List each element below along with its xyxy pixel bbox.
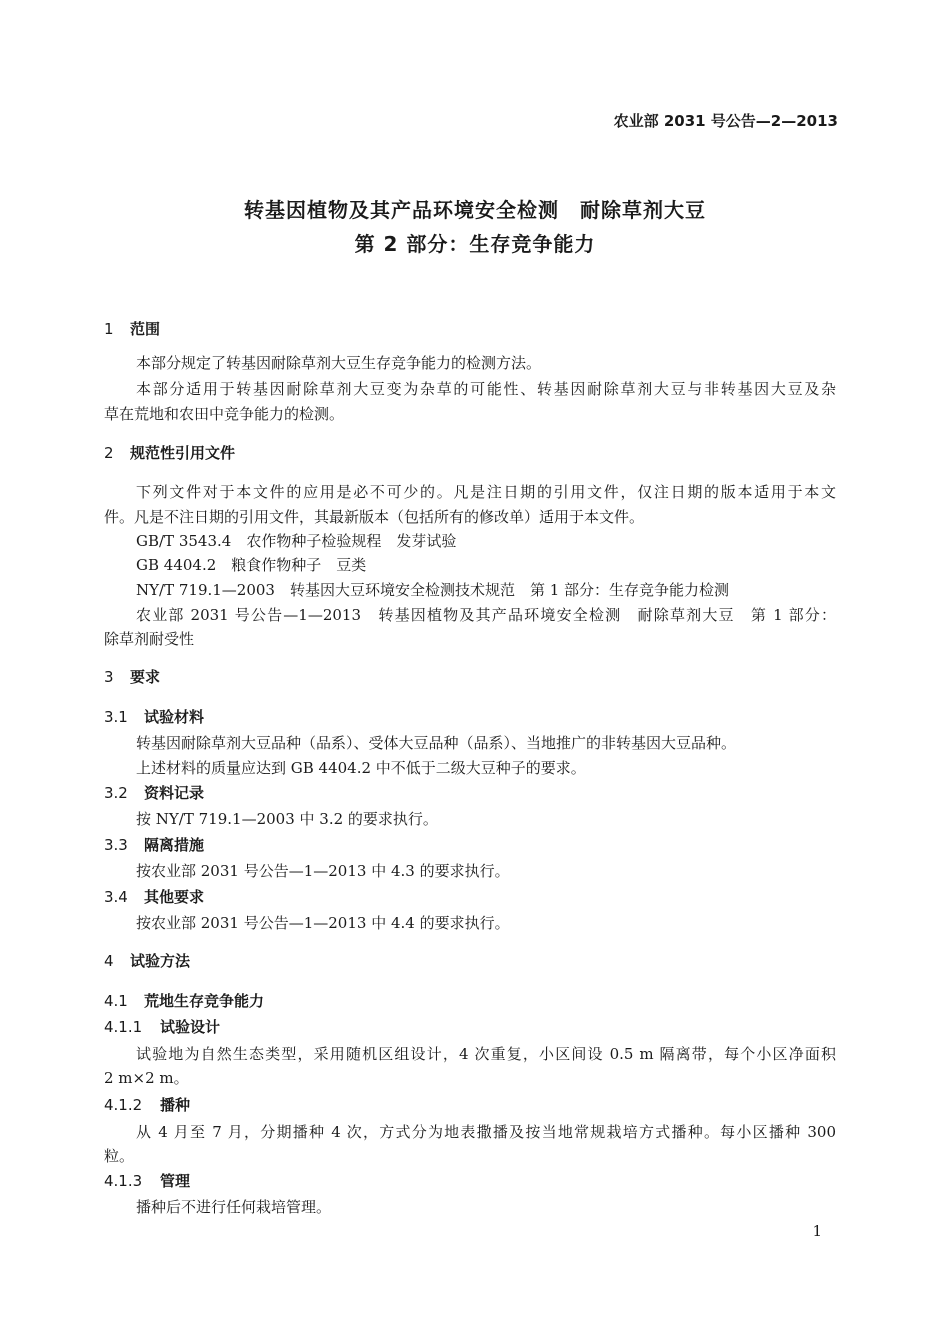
section-number: 4 — [104, 952, 114, 970]
paragraph-line: 本部分适用于转基因耐除草剂大豆变为杂草的可能性、转基因耐除草剂大豆与非转基因大豆及杂 — [136, 380, 836, 398]
paragraph-line: 件。凡是不注日期的引用文件，其最新版本（包括所有的修改单）适用于本文件。 — [104, 508, 645, 526]
paragraph: 按 NY/T 719.1—2003 中 3.2 的要求执行。 — [136, 810, 438, 828]
section-number: 3 — [104, 668, 114, 686]
subsection-3-2-heading — [104, 782, 204, 803]
paragraph: 按农业部 2031 号公告—1—2013 中 4.4 的要求执行。 — [136, 914, 510, 932]
subsection-number: 3.4 — [104, 888, 128, 906]
page-number: 1 — [812, 1222, 822, 1240]
section-title: 试验方法 — [130, 952, 191, 970]
subsection-title: 隔离措施 — [144, 836, 205, 854]
subsection-title: 管理 — [160, 1172, 191, 1190]
subsection-title: 荒地生存竞争能力 — [144, 992, 265, 1010]
document-code-header: 农业部 2031 号公告—2—2013 — [613, 112, 838, 130]
subsection-number: 3.3 — [104, 836, 128, 854]
paragraph: 播种后不进行任何栽培管理。 — [136, 1198, 332, 1216]
document-title-line-1: 转基因植物及其产品环境安全检测 耐除草剂大豆 — [244, 198, 706, 222]
subsection-number: 4.1 — [104, 992, 128, 1010]
subsection-number: 4.1.1 — [104, 1018, 143, 1036]
section-title: 规范性引用文件 — [130, 444, 236, 462]
subsection-4-1-3-heading — [104, 1170, 190, 1191]
subsection-number: 3.1 — [104, 708, 128, 726]
subsection-3-1-heading — [104, 706, 204, 727]
subsection-title: 试验设计 — [160, 1018, 221, 1036]
paragraph: 本部分规定了转基因耐除草剂大豆生存竞争能力的检测方法。 — [136, 354, 542, 372]
subsection-title: 资料记录 — [144, 784, 205, 802]
subsection-title: 其他要求 — [144, 888, 205, 906]
subsection-3-4-heading — [104, 886, 204, 907]
reference-item: 农业部 2031 号公告—1—2013 转基因植物及其产品环境安全检测 耐除草剂大豆 第 1 部分： — [136, 606, 836, 624]
paragraph-line: 下列文件对于本文件的应用是必不可少的。凡是注日期的引用文件，仅注日期的版本适用于本文 — [136, 483, 836, 501]
subsection-title: 播种 — [160, 1096, 191, 1114]
section-2-heading — [104, 442, 235, 463]
subsection-4-1-1-heading — [104, 1016, 220, 1037]
section-4-heading — [104, 950, 190, 971]
paragraph: 按农业部 2031 号公告—1—2013 中 4.3 的要求执行。 — [136, 862, 510, 880]
section-3-heading — [104, 666, 160, 687]
subsection-number: 4.1.2 — [104, 1096, 143, 1114]
section-title: 要求 — [130, 668, 161, 686]
paragraph-line: 草在荒地和农田中竞争能力的检测。 — [104, 405, 345, 423]
paragraph: 转基因耐除草剂大豆品种（品系）、受体大豆品种（品系）、当地推广的非转基因大豆品种。 — [136, 734, 737, 752]
reference-item: NY/T 719.1—2003 转基因大豆环境安全检测技术规范 第 1 部分：生存竞争能力检测 — [136, 581, 730, 599]
paragraph-line: 2 m×2 m。 — [104, 1069, 189, 1087]
section-number: 2 — [104, 444, 114, 462]
paragraph-line: 试验地为自然生态类型，采用随机区组设计，4 次重复，小区间设 0.5 m 隔离带，每个小区净面积 — [136, 1045, 836, 1063]
subsection-number: 4.1.3 — [104, 1172, 143, 1190]
paragraph-line: 从 4 月至 7 月，分期播种 4 次，方式分为地表撒播及按当地常规栽培方式播种。每小区播种 300 — [136, 1123, 836, 1141]
reference-item: GB 4404.2 粮食作物种子 豆类 — [136, 556, 367, 574]
subsection-3-3-heading — [104, 834, 204, 855]
document-title-line-2: 第 2 部分：生存竞争能力 — [354, 232, 596, 256]
subsection-4-1-heading — [104, 990, 264, 1011]
reference-item-continuation: 除草剂耐受性 — [104, 630, 195, 648]
subsection-number: 3.2 — [104, 784, 128, 802]
section-1-heading — [104, 318, 160, 339]
section-title: 范围 — [130, 320, 161, 338]
subsection-4-1-2-heading — [104, 1094, 190, 1115]
paragraph-line: 粒。 — [104, 1147, 135, 1165]
section-number: 1 — [104, 320, 114, 338]
paragraph: 上述材料的质量应达到 GB 4404.2 中不低于二级大豆种子的要求。 — [136, 759, 586, 777]
subsection-title: 试验材料 — [144, 708, 205, 726]
reference-item: GB/T 3543.4 农作物种子检验规程 发芽试验 — [136, 532, 457, 550]
